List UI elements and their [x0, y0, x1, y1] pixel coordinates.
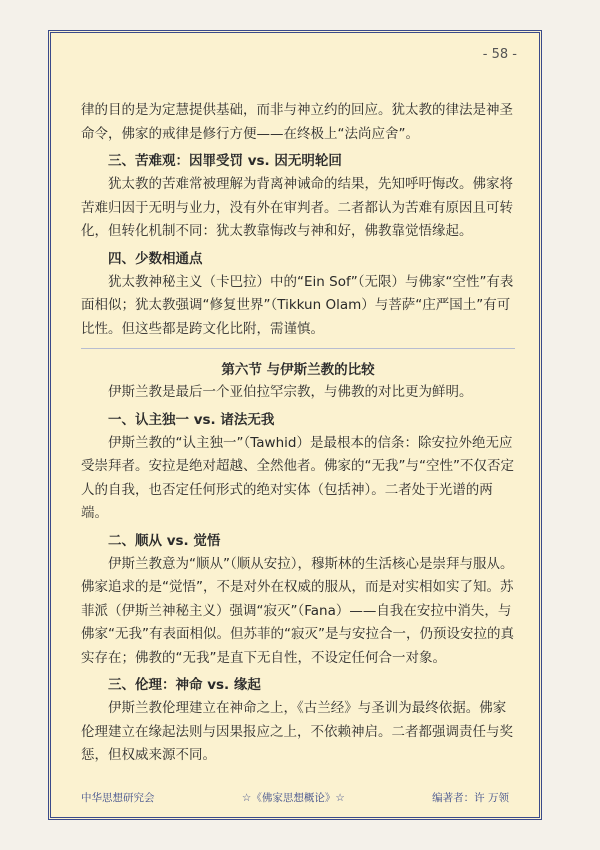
paragraph-suffering: 犹太教的苦难常被理解为背离神诫命的结果，先知呼吁悔改。佛家将苦难归因于无明与业力，没有外在审判者。二者都认为苦难有原因且可转化，但转化机制不同：犹太教靠悔改与神和好，佛教靠觉悟缘起。 [81, 176, 513, 239]
page-number: - 58 - [482, 47, 517, 62]
heading-suffering: 三、苦难观：因罪受罚 vs. 因无明轮回 [108, 153, 342, 169]
page-footer [81, 790, 509, 805]
heading-tawhid: 一、认主独一 vs. 诸法无我 [108, 411, 275, 428]
heading-common-points: 四、少数相通点 [108, 250, 203, 267]
paragraph-common-points: 犹太教神秘主义（卡巴拉）中的“Ein Sof”（无限）与佛家“空性”有表面相似；犹太教强调“修复世界”（Tikkun Olam）与菩萨“庄严国土”有可比性。但这些都是跨文化比附，需谨慎。 [81, 273, 514, 337]
paragraph-submission: 伊斯兰教意为“顺从”（顺从安拉），穆斯林的生活核心是崇拜与服从。佛家追求的是“觉悟”，不是对外在权威的服从，而是对实相如实了知。苏菲派（伊斯兰神秘主义）强调“寂灭”（Fana）——自我在安拉中消失，与佛家“无我”有表面相似。但苏菲的“寂灭”是与安拉合一，仍预设安拉的真实存在；佛教的“无我”是直下无自性，不设定任何合一对象。 [81, 555, 514, 666]
section-title: 第六节 与伊斯兰教的比较 [221, 362, 375, 378]
heading-submission: 二、顺从 vs. 觉悟 [108, 532, 221, 549]
footer-organization: 中华思想研究会 [81, 792, 155, 804]
page-body [81, 99, 515, 768]
footer-author: 编著者：许 万领 [432, 792, 509, 804]
document-page [48, 30, 542, 820]
paragraph-tawhid: 伊斯兰教的“认主独一”（Tawhid）是最根本的信条：除安拉外绝无应受崇拜者。安拉是绝对超越、全然他者。佛家的“无我”与“空性”不仅否定人的自我，也否定任何形式的绝对实体（包括神）。二者处于光谱的两端。 [81, 434, 514, 521]
paragraph-islam-intro: 伊斯兰教是最后一个亚伯拉罕宗教，与佛教的对比更为鲜明。 [108, 384, 473, 400]
paragraph-precepts-end: 律的目的是为定慧提供基础，而非与神立约的回应。犹太教的律法是神圣命令，佛家的戒律是修行方便——在终极上“法尚应舍”。 [81, 102, 513, 142]
footer-book-title: ☆《佛家思想概论》☆ [241, 792, 345, 804]
section-divider [81, 348, 515, 349]
paragraph-ethics: 伊斯兰教伦理建立在神命之上，《古兰经》与圣训为最终依据。佛家伦理建立在缘起法则与因果报应之上，不依赖神启。二者都强调责任与奖惩，但权威来源不同。 [81, 700, 513, 763]
heading-ethics: 三、伦理：神命 vs. 缘起 [108, 677, 261, 693]
